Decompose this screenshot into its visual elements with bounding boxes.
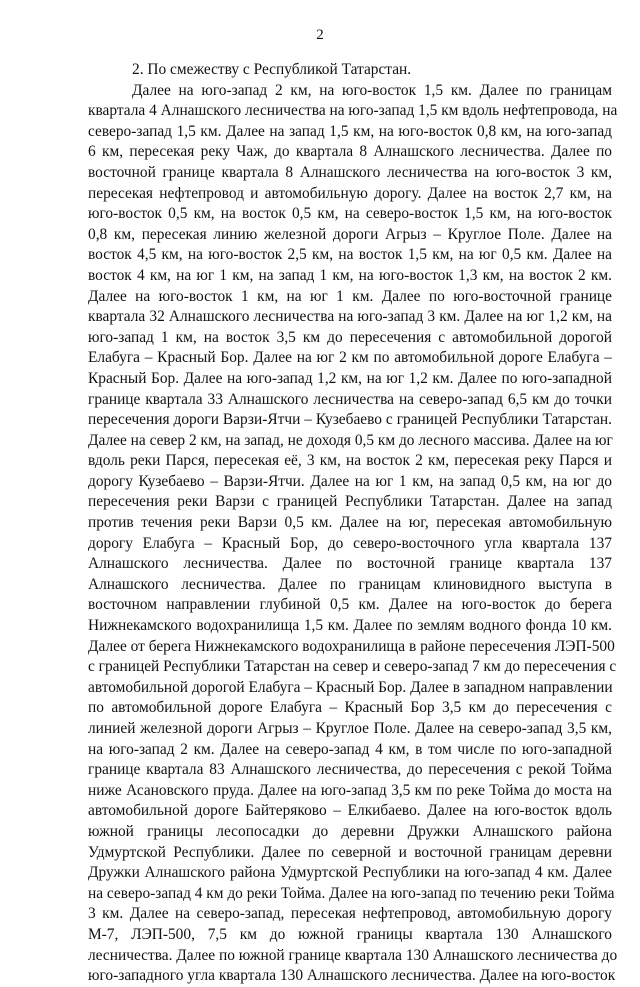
text-line: юго-запад 1 км, на восток 3,5 км до пересечения с автомобильной дорогой xyxy=(88,328,612,346)
text-line: лесничества. Далее по южной границе квартала 130 Алнашского лесничества до xyxy=(88,946,618,964)
text-line: пересечения дороги Варзи-Ятчи – Кузебаево с границей Республики Татарстан. xyxy=(88,411,612,429)
text-line: Дружки Алнашского района Удмуртской Республики на юго-запад 4 км. Далее xyxy=(88,864,612,882)
text-line: линией железной дороги Агрыз – Круглое Поле. Далее на северо-запад 3,5 км, xyxy=(88,720,612,737)
text-line: северо-запад 1,5 км. Далее на запад 1,5 км, на юго-восток 0,8 км, на юго-запад xyxy=(88,122,612,140)
text-line: по автомобильной дороге Елабуга – Красный Бор 3,5 км до пересечения с xyxy=(88,699,612,717)
text-line: Далее на север 2 км, на запад, не доходя 0,5 км до лесного массива. Далее на юг xyxy=(88,431,613,449)
text-line: Алнашского лесничества. Далее по границам клиновидного выступа в xyxy=(88,575,612,593)
text-line: восточном направлении глубиной 0,5 км. Далее на юго-восток до берега xyxy=(88,596,612,614)
text-line: вдоль реки Парся, пересекая её, 3 км, на восток 2 км, пересекая реку Парся и xyxy=(88,452,612,470)
text-line: юго-восток 0,5 км, на восток 0,5 км, на северо-восток 1,5 км, на юго-восток xyxy=(88,205,612,223)
text-line: Елабуга – Красный Бор. Далее на юг 2 км по автомобильной дороге Елабуга – xyxy=(88,349,612,367)
text-line: Далее на юго-запад 2 км, на юго-восток 1,5 км. Далее по границам xyxy=(132,81,612,99)
page-number: 2 xyxy=(316,27,324,43)
text-line: Далее на юго-восток 1 км, на юг 1 км. Далее по юго-восточной границе xyxy=(88,287,612,305)
text-line: ниже Асановского пруда. Далее на юго-запад 3,5 км по реке Тойма до моста на xyxy=(88,781,612,799)
text-line: с границей Республики Татарстан на север и северо-запад 7 км до пересечения с xyxy=(88,658,617,676)
text-line: южной границы лесопосадки до деревни Дружки Алнашского района xyxy=(88,822,612,840)
section-heading: 2. По смежеству с Республикой Татарстан. xyxy=(132,61,412,78)
text-line: дорогу Кузебаево – Варзи-Ятчи. Далее на юг 1 км, на запад 0,5 км, на юг до xyxy=(88,472,612,490)
body-text xyxy=(88,60,618,987)
text-line: Алнашского лесничества. Далее по восточной границе квартала 137 xyxy=(88,555,612,573)
text-line: восток 4 км, на юг 1 км, на запад 1 км, на юго-восток 1,3 км, на восток 2 км. xyxy=(88,266,612,284)
text-line: квартала 4 Алнашского лесничества на юго-запад 1,5 км вдоль нефтепровода, на xyxy=(88,102,618,120)
text-line: квартала 32 Алнашского лесничества на юго-запад 3 км. Далее на юг 1,2 км, на xyxy=(88,308,612,326)
text-line: Удмуртской Республики. Далее по северной и восточной границам деревни xyxy=(88,843,612,861)
text-line: юго-западного угла квартала 130 Алнашского лесничества. Далее на юго-восток xyxy=(88,967,616,985)
text-line: против течения реки Варзи 0,5 км. Далее на юг, пересекая автомобильную xyxy=(88,514,612,532)
text-line: М-7, ЛЭП-500, 7,5 км до южной границы квартала 130 Алнашского xyxy=(88,925,612,943)
text-line: пересечения реки Варзи с границей Республики Татарстан. Далее на запад xyxy=(88,493,612,511)
text-line: пересекая нефтепровод и автомобильную дорогу. Далее на восток 2,7 км, на xyxy=(88,184,612,202)
text-line: 0,8 км, пересекая линию железной дороги Агрыз – Круглое Поле. Далее на xyxy=(88,225,612,243)
text-line: границе квартала 83 Алнашского лесничества, до пересечения с рекой Тойма xyxy=(88,761,612,779)
text-line: Нижнекамского водохранилища 1,5 км. Далее по землям водного фонда 10 км. xyxy=(88,617,612,635)
text-line: дорогу Елабуга – Красный Бор, до северо-восточного угла квартала 137 xyxy=(88,534,612,552)
text-line: восточной границе квартала 8 Алнашского лесничества на юго-восток 3 км, xyxy=(88,163,612,181)
text-line: 6 км, пересекая реку Чаж, до квартала 8 Алнашского лесничества. Далее по xyxy=(88,143,612,161)
text-line: Красный Бор. Далее на юго-запад 1,2 км, на юг 1,2 км. Далее по юго-западной xyxy=(88,369,612,387)
text-line: границе квартала 33 Алнашского лесничества на северо-запад 6,5 км до точки xyxy=(88,390,612,408)
text-line: на юго-запад 2 км. Далее на северо-запад 4 км, в том числе по юго-западной xyxy=(88,740,612,758)
text-line: автомобильной дороге Байтеряково – Елкибаево. Далее на юго-восток вдоль xyxy=(88,802,612,820)
text-line: на северо-запад 4 км до реки Тойма. Далее на юго-запад по течению реки Тойма xyxy=(88,884,615,902)
text-line: автомобильной дорогой Елабуга – Красный Бор. Далее в западном направлении xyxy=(88,678,613,696)
text-line: восток 4,5 км, на юго-восток 2,5 км, на восток 1,5 км, на юг 0,5 км. Далее на xyxy=(88,246,612,264)
text-line: Далее от берега Нижнекамского водохранилища в районе пересечения ЛЭП-500 xyxy=(88,637,615,655)
text-line: 3 км. Далее на северо-запад, пересекая нефтепровод, автомобильную дорогу xyxy=(88,905,612,923)
